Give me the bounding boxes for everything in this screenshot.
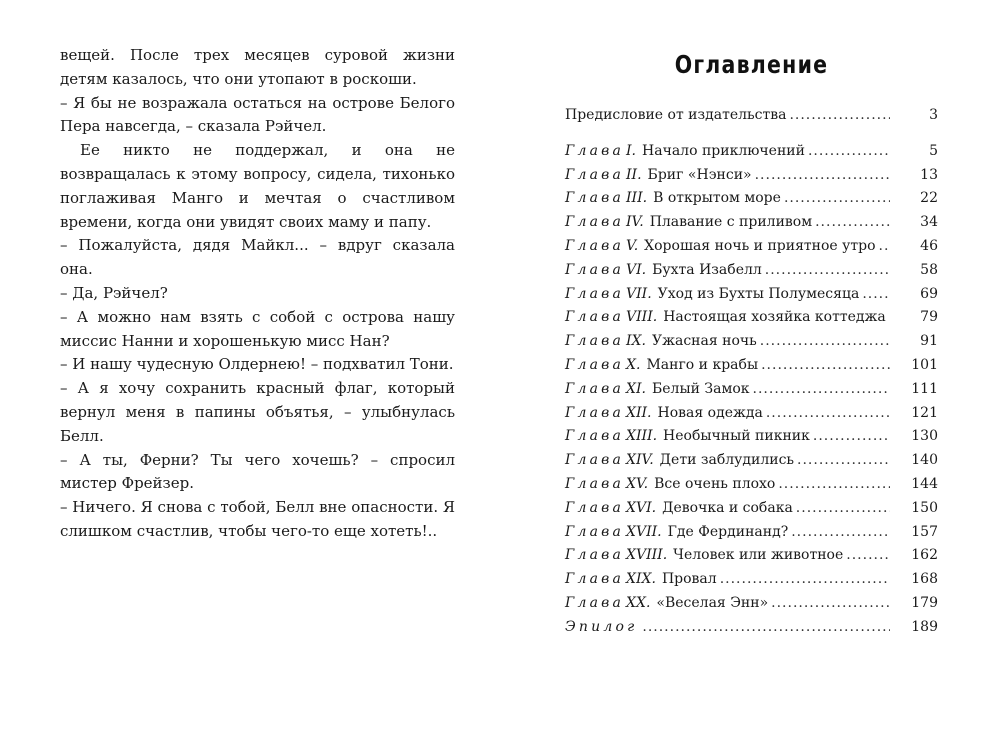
toc-chapter-number: IV. <box>626 214 644 231</box>
toc-chapter-title: В открытом море <box>653 190 781 207</box>
toc-chapter-word: Глава <box>565 309 625 326</box>
toc-page-number: 150 <box>911 499 938 516</box>
toc-chapter-number: II. <box>626 166 642 183</box>
toc-page-number: 79 <box>920 309 938 326</box>
toc-title: Оглавление <box>674 50 829 79</box>
left-page-text <box>60 44 455 544</box>
toc-chapter-word: Глава <box>565 261 625 278</box>
paragraph-1: вещей. После трех месяцев суровой жизни детям казалось, что они утопают в роскоши. <box>60 46 455 88</box>
toc-page-number: 69 <box>920 285 938 302</box>
paragraph-8: – А я хочу сохранить красный флаг, который вернул меня в папины объятья, – улыбнулась Белл. <box>60 379 455 445</box>
toc-chapter-word: Глава <box>565 499 625 516</box>
toc-page-number: 189 <box>911 618 938 635</box>
toc-page-number: 3 <box>929 107 938 123</box>
toc-chapter-title: Белый Замок <box>651 380 750 397</box>
toc-chapter-title: Бухта Изабелл <box>652 261 762 278</box>
toc-chapter-title: Дети заблудились <box>659 452 795 469</box>
toc-entry-epilogue <box>565 619 938 643</box>
toc-entry-label <box>565 167 752 183</box>
toc-page-number: 58 <box>920 261 938 278</box>
toc-chapter-number: XIV. <box>626 452 654 469</box>
toc-entry-label <box>565 262 762 278</box>
toc-leader-dots <box>784 190 890 206</box>
toc-entry-chapter <box>565 286 938 310</box>
toc-page-number: 121 <box>911 404 938 421</box>
toc-leader-dots <box>720 571 890 587</box>
toc-chapter-word: Глава <box>565 285 625 302</box>
toc-chapter-title: Настоящая хозяйка коттеджа <box>663 309 886 326</box>
toc-chapter-number: III. <box>626 190 648 207</box>
toc-entry-label <box>565 428 810 444</box>
toc-chapter-number: IX. <box>626 333 646 350</box>
toc-leader-dots <box>761 357 890 373</box>
toc-chapter-number: XV. <box>626 475 649 492</box>
toc-entry-chapter <box>565 262 938 286</box>
toc-chapter-number: X. <box>626 356 641 373</box>
toc-entry-label: Предисловие от издательства <box>565 107 787 123</box>
toc-chapter-list <box>565 143 938 619</box>
toc-page-number: 140 <box>911 452 938 469</box>
toc-entry-label <box>565 547 843 563</box>
toc-leader-dots <box>879 238 890 254</box>
toc-leader-dots <box>808 143 890 159</box>
toc-page-number: 130 <box>911 428 938 445</box>
toc-chapter-number: I. <box>626 142 637 159</box>
toc-chapter-title: Новая одежда <box>657 404 763 421</box>
toc-page-number: 34 <box>920 214 938 231</box>
toc-chapter-title: Начало приключений <box>642 142 805 159</box>
paragraph-3: Ее никто не поддержал, и она не возвращалась к этому вопросу, сидела, тихонько поглаживая Манго и мечтая о счастливом времени, когда они увидят своих маму и папу. <box>60 141 455 231</box>
toc-page-number: 168 <box>911 571 938 588</box>
toc-leader-dots <box>791 524 890 540</box>
toc-leader-dots <box>760 333 890 349</box>
toc-entry-preface <box>565 107 938 131</box>
toc-leader-dots <box>846 547 890 563</box>
toc-entry-label <box>565 476 775 492</box>
toc-page-number: 22 <box>920 190 938 207</box>
toc-entry-chapter <box>565 357 938 381</box>
toc-chapter-word: Глава <box>565 142 625 159</box>
toc-leader-dots <box>813 428 890 444</box>
toc-chapter-title: Девочка и собака <box>662 499 793 516</box>
toc-entry-label <box>565 571 717 587</box>
toc-chapter-word: Глава <box>565 475 625 492</box>
toc-page-number: 162 <box>911 547 938 564</box>
toc-entry-label <box>565 500 793 516</box>
toc-entry-chapter <box>565 167 938 191</box>
toc-page-number: 5 <box>929 142 938 159</box>
toc-leader-dots <box>862 286 890 302</box>
paragraph-10: – Ничего. Я снова с тобой, Белл вне опасности. Я слишком счастлив, чтобы чего-то еще хотеть!.. <box>60 498 455 540</box>
toc-entry-chapter <box>565 214 938 238</box>
paragraph-5: – Да, Рэйчел? <box>60 283 168 302</box>
paragraph-6: – А можно нам взять с собой с острова нашу миссис Нанни и хорошенькую мисс Нан? <box>60 307 455 350</box>
toc-leader-dots <box>789 107 890 123</box>
toc-entry-chapter <box>565 405 938 429</box>
toc-entry-chapter <box>565 381 938 405</box>
toc-chapter-word: Глава <box>565 404 625 421</box>
toc-chapter-title: Человек или животное <box>673 547 844 564</box>
toc-chapter-word: Глава <box>565 594 625 611</box>
toc-entry-chapter <box>565 190 938 214</box>
toc-chapter-word: Глава <box>565 214 625 231</box>
toc-page-number: 91 <box>920 333 938 350</box>
toc-chapter-word: Глава <box>565 380 625 397</box>
toc-chapter-number: XIII. <box>626 428 658 445</box>
toc-leader-dots <box>771 595 890 611</box>
toc-leader-dots <box>755 167 890 183</box>
toc-entry-label <box>565 309 886 325</box>
toc-chapter-number: V. <box>626 237 639 254</box>
toc-page-number: 111 <box>911 380 938 397</box>
toc-leader-dots <box>889 309 890 325</box>
toc-entry-chapter <box>565 428 938 452</box>
toc-entry-label <box>565 333 757 349</box>
toc-chapter-number: XX. <box>626 594 651 611</box>
toc-chapter-number: XI. <box>626 380 646 397</box>
toc-epilogue-label: Эпилог <box>565 618 638 635</box>
toc-chapter-number: VI. <box>626 261 647 278</box>
toc-chapter-title: Ужасная ночь <box>651 333 757 350</box>
toc-leader-dots <box>765 262 890 278</box>
toc-chapter-word: Глава <box>565 523 625 540</box>
toc-leader-dots <box>815 214 890 230</box>
toc-chapter-number: XVIII. <box>626 547 668 564</box>
toc-entry-label <box>565 381 750 397</box>
toc-entry-label <box>565 452 794 468</box>
toc-entry-chapter <box>565 547 938 571</box>
toc-entry-chapter <box>565 452 938 476</box>
toc-chapter-word: Глава <box>565 356 625 373</box>
toc-chapter-number: XII. <box>626 404 652 421</box>
toc-page-number: 101 <box>911 356 938 373</box>
toc-entry-label <box>565 214 812 230</box>
toc-entry-chapter <box>565 476 938 500</box>
toc-entry-label <box>565 238 876 254</box>
toc-entry-label <box>565 595 768 611</box>
toc-chapter-title: «Веселая Энн» <box>656 594 769 611</box>
toc-entry-chapter <box>565 143 938 167</box>
toc-entry-chapter <box>565 238 938 262</box>
paragraph-7: – И нашу чудесную Олдернею! – подхватил Тони. <box>60 355 454 374</box>
toc-entry-chapter <box>565 333 938 357</box>
toc-chapter-number: VII. <box>626 285 652 302</box>
toc-chapter-number: XVII. <box>626 523 662 540</box>
toc-page-number: 179 <box>911 594 938 611</box>
toc-chapter-word: Глава <box>565 237 625 254</box>
toc-page-number: 13 <box>920 166 938 183</box>
toc-entry-chapter <box>565 309 938 333</box>
toc-chapter-title: Плавание с приливом <box>649 214 813 231</box>
toc-chapter-title: Где Фердинанд? <box>667 523 789 540</box>
toc-chapter-title: Хорошая ночь и приятное утро <box>644 237 876 254</box>
paragraph-4: – Пожалуйста, дядя Майкл... – вдруг сказала она. <box>60 236 455 279</box>
toc-leader-dots <box>796 500 890 516</box>
toc-leader-dots <box>766 405 890 421</box>
paragraph-9: – А ты, Ферни? Ты чего хочешь? – спросил мистер Фрейзер. <box>60 450 455 493</box>
toc-chapter-word: Глава <box>565 166 625 183</box>
toc-entry-chapter <box>565 500 938 524</box>
toc-chapter-word: Глава <box>565 428 625 445</box>
toc-entry-chapter <box>565 524 938 548</box>
toc-chapter-title: Бриг «Нэнси» <box>647 166 752 183</box>
toc-chapter-word: Глава <box>565 333 625 350</box>
toc-page-number: 157 <box>911 523 938 540</box>
toc-chapter-word: Глава <box>565 190 625 207</box>
toc-chapter-word: Глава <box>565 452 625 469</box>
toc-chapter-title: Уход из Бухты Полумесяца <box>657 285 860 302</box>
toc-chapter-title: Манго и крабы <box>646 356 759 373</box>
toc-entry-chapter <box>565 595 938 619</box>
toc-chapter-title: Провал <box>661 571 717 588</box>
toc-chapter-title: Все очень плохо <box>654 475 776 492</box>
toc-page-number: 46 <box>920 237 938 254</box>
toc-entry-label <box>565 190 781 206</box>
toc-leader-dots <box>753 381 890 397</box>
toc-leader-dots <box>797 452 890 468</box>
toc-chapter-word: Глава <box>565 547 625 564</box>
toc-entry-label <box>565 405 763 421</box>
toc-page-number: 144 <box>911 475 938 492</box>
toc-chapter-number: VIII. <box>626 309 658 326</box>
toc-leader-dots <box>642 619 890 635</box>
toc-chapter-word: Глава <box>565 571 625 588</box>
toc-chapter-number: XVI. <box>626 499 657 516</box>
paragraph-2: – Я бы не возражала остаться на острове Белого Пера навсегда, – сказала Рэйчел. <box>60 93 455 136</box>
toc-chapter-title: Необычный пикник <box>663 428 810 445</box>
table-of-contents <box>565 50 938 643</box>
toc-leader-dots <box>778 476 890 492</box>
toc-entry-label <box>565 286 859 302</box>
toc-entry-label <box>565 524 788 540</box>
toc-chapter-number: XIX. <box>626 571 656 588</box>
toc-entry-label <box>565 357 758 373</box>
toc-entry-chapter <box>565 571 938 595</box>
toc-entry-label <box>565 143 805 159</box>
